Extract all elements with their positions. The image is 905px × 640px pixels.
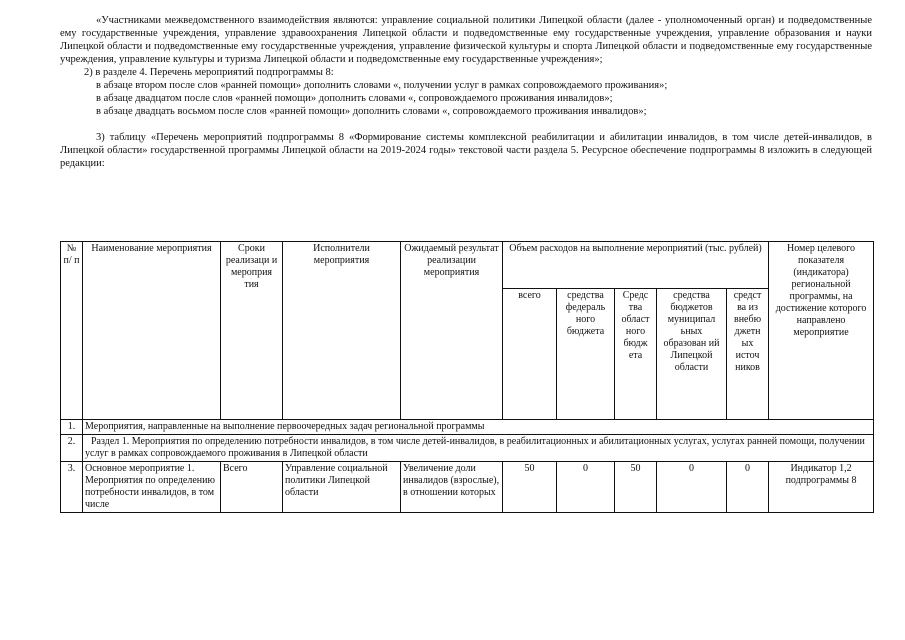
table-row xyxy=(61,435,874,462)
row3-terms: Всего xyxy=(221,462,283,513)
row3-regional: 50 xyxy=(615,462,657,513)
header-indicator: Номер целевого показателя (индикатора) региональной программы, на достижение которого направлено мероприятие xyxy=(769,242,874,420)
header-expenses: Объем расходов на выполнение мероприятий (тыс. рублей) xyxy=(503,242,769,289)
row1-num: 1. xyxy=(61,420,83,435)
header-row-1 xyxy=(61,242,874,289)
header-municipal: средства бюджетов муниципал ьных образован ий Липецкой области xyxy=(657,289,727,420)
measures-table xyxy=(60,241,874,513)
document-text xyxy=(60,14,872,170)
row3-total: 50 xyxy=(503,462,557,513)
table-row xyxy=(61,462,874,513)
header-terms: Сроки реализаци и мероприя тия xyxy=(221,242,283,420)
row3-name: Основное мероприятие 1. Мероприятия по определению потребности инвалидов, в том числе xyxy=(83,462,221,513)
row3-result: Увеличение доли инвалидов (взрослые), в отношении которых xyxy=(401,462,503,513)
paragraph-amend-28: в абзаце двадцать восьмом после слов «ранней помощи» дополнить словами «, сопровождаемого проживания инвалидов»; xyxy=(96,106,647,117)
row3-federal: 0 xyxy=(557,462,615,513)
row2-num: 2. xyxy=(61,435,83,462)
paragraph-amend-2: в абзаце втором после слов «ранней помощи» дополнить словами «, получении услуг в рамках сопровождаемого проживания»; xyxy=(96,80,668,91)
table-row xyxy=(61,420,874,435)
row3-indicator: Индикатор 1,2 подпрограммы 8 xyxy=(769,462,874,513)
header-num: № п/ п xyxy=(61,242,83,420)
paragraph-amend-20: в абзаце двадцатом после слов «ранней помощи» дополнить словами «, сопровождаемого проживания инвалидов»; xyxy=(96,93,613,104)
row3-num: 3. xyxy=(61,462,83,513)
header-executors: Исполнители мероприятия xyxy=(283,242,401,420)
row3-executors: Управление социальной политики Липецкой области xyxy=(283,462,401,513)
header-extra: средст ва из внебю джетн ых источ ников xyxy=(727,289,769,420)
paragraph-participants: «Участниками межведомственного взаимодействия являются: управление социальной политики Липецкой области (далее - уполномоченный орган) и подведомственные ему государственные учреждения, управление здравоохранения Липецкой области и подведомственные ему государственные учреждения, управление образования и науки Липецкой области и подведомственные ему государственные учреждения, управление физической культуры и спорта Липецкой области и подведомственные ему государственные учреждения, управление культуры и туризма Липецкой области и подведомственные ему государственные учреждения»; xyxy=(60,15,872,65)
row1-text: Мероприятия, направленные на выполнение первоочередных задач региональной программы xyxy=(83,420,874,435)
header-name: Наименование мероприятия xyxy=(83,242,221,420)
row2-text: Раздел 1. Мероприятия по определению потребности инвалидов, в том числе детей-инвалидов, в реабилитационных и абилитационных услугах, услугах ранней помощи, получении услуг в рамках сопровождаемого проживания в Липецкой области xyxy=(83,435,874,462)
header-regional: Средс тва област ного бюдж ета xyxy=(615,289,657,420)
row3-extra: 0 xyxy=(727,462,769,513)
paragraph-section4: 2) в разделе 4. Перечень мероприятий подпрограммы 8: xyxy=(84,67,334,78)
paragraph-table-intro: 3) таблицу «Перечень мероприятий подпрограммы 8 «Формирование системы комплексной реабилитации и абилитации инвалидов, в том числе детей-инвалидов, в Липецкой области» государственной программы Липецкой области на 2019-2024 годы» текстовой части раздела 5. Ресурсное обеспечение подпрограммы 8 изложить в следующей редакции: xyxy=(60,132,872,169)
header-total: всего xyxy=(503,289,557,420)
header-result: Ожидаемый результат реализации мероприятия xyxy=(401,242,503,420)
row3-municipal: 0 xyxy=(657,462,727,513)
header-federal: средства федераль ного бюджета xyxy=(557,289,615,420)
